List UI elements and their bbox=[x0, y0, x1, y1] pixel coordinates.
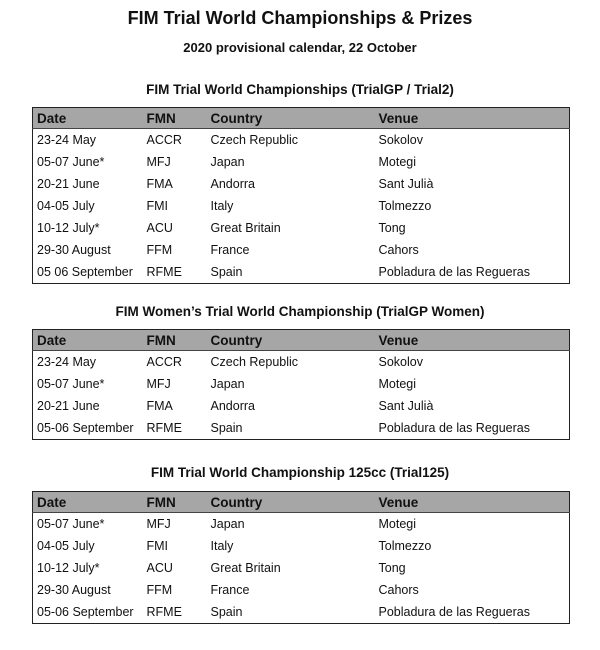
cell-country: Great Britain bbox=[210, 221, 281, 235]
cell-country: Andorra bbox=[210, 177, 255, 191]
cell-country: Japan bbox=[210, 155, 245, 169]
cell-date: 05-06 September bbox=[37, 421, 134, 435]
table-row bbox=[33, 535, 570, 557]
header-venue: Venue bbox=[375, 492, 570, 513]
cell-country: Italy bbox=[210, 539, 234, 553]
cell-venue: Sant Julià bbox=[378, 399, 434, 413]
cell-date: 04-05 July bbox=[37, 539, 95, 553]
cell-fmn: ACCR bbox=[146, 355, 182, 369]
cell-venue: Pobladura de las Regueras bbox=[378, 265, 530, 279]
cell-fmn: MFJ bbox=[146, 517, 171, 531]
table-row bbox=[33, 129, 570, 152]
cell-date: 29-30 August bbox=[37, 243, 111, 257]
table-row bbox=[33, 417, 570, 440]
header-date: Date bbox=[33, 330, 143, 351]
cell-date: 05-07 June* bbox=[37, 155, 105, 169]
section-heading-trialgp: FIM Trial World Championships (TrialGP / Trial2) bbox=[146, 82, 454, 97]
calendar-table-trialgp-women bbox=[32, 329, 570, 440]
calendar-table-trialgp bbox=[32, 107, 570, 284]
header-date: Date bbox=[33, 492, 143, 513]
cell-venue: Tong bbox=[378, 561, 406, 575]
table-row bbox=[33, 513, 570, 536]
table-row bbox=[33, 239, 570, 261]
cell-date: 20-21 June bbox=[37, 399, 100, 413]
table-row bbox=[33, 173, 570, 195]
table-header-row bbox=[33, 492, 570, 513]
table-header-row bbox=[33, 330, 570, 351]
cell-fmn: FFM bbox=[146, 243, 173, 257]
cell-date: 05 06 September bbox=[37, 265, 133, 279]
cell-venue: Cahors bbox=[378, 583, 419, 597]
cell-country: Czech Republic bbox=[210, 355, 299, 369]
cell-venue: Motegi bbox=[378, 155, 417, 169]
cell-fmn: FMI bbox=[146, 539, 169, 553]
cell-fmn: MFJ bbox=[146, 155, 171, 169]
cell-venue: Pobladura de las Regueras bbox=[378, 421, 530, 435]
calendar-table-trial125 bbox=[32, 491, 570, 624]
header-fmn: FMN bbox=[143, 330, 207, 351]
table-row bbox=[33, 195, 570, 217]
cell-country: Japan bbox=[210, 517, 245, 531]
cell-country: Czech Republic bbox=[210, 133, 299, 147]
cell-country: Andorra bbox=[210, 399, 255, 413]
cell-venue: Pobladura de las Regueras bbox=[378, 605, 530, 619]
cell-country: Great Britain bbox=[210, 561, 281, 575]
cell-venue: Tolmezzo bbox=[378, 539, 432, 553]
cell-fmn: FFM bbox=[146, 583, 173, 597]
cell-fmn: FMA bbox=[146, 399, 173, 413]
table-row bbox=[33, 601, 570, 624]
cell-country: France bbox=[210, 243, 250, 257]
cell-date: 23-24 May bbox=[37, 355, 97, 369]
header-fmn: FMN bbox=[143, 108, 207, 129]
header-country: Country bbox=[207, 492, 375, 513]
table-row bbox=[33, 557, 570, 579]
cell-fmn: RFME bbox=[146, 265, 182, 279]
cell-venue: Motegi bbox=[378, 517, 417, 531]
header-venue: Venue bbox=[375, 330, 570, 351]
cell-fmn: FMA bbox=[146, 177, 173, 191]
cell-date: 10-12 July* bbox=[37, 561, 100, 575]
header-country: Country bbox=[207, 330, 375, 351]
cell-venue: Sokolov bbox=[378, 133, 423, 147]
cell-date: 20-21 June bbox=[37, 177, 100, 191]
section-heading-trialgp-women: FIM Women’s Trial World Championship (TrialGP Women) bbox=[115, 304, 485, 319]
header-venue: Venue bbox=[375, 108, 570, 129]
cell-venue: Motegi bbox=[378, 377, 417, 391]
table-row bbox=[33, 373, 570, 395]
cell-date: 10-12 July* bbox=[37, 221, 100, 235]
cell-fmn: RFME bbox=[146, 421, 182, 435]
page-title: FIM Trial World Championships & Prizes bbox=[127, 8, 473, 28]
table-row bbox=[33, 261, 570, 284]
cell-date: 04-05 July bbox=[37, 199, 95, 213]
cell-date: 23-24 May bbox=[37, 133, 97, 147]
cell-country: Spain bbox=[210, 421, 243, 435]
cell-venue: Sant Julià bbox=[378, 177, 434, 191]
cell-date: 29-30 August bbox=[37, 583, 111, 597]
cell-venue: Cahors bbox=[378, 243, 419, 257]
cell-fmn: ACU bbox=[146, 221, 173, 235]
cell-date: 05-07 June* bbox=[37, 517, 105, 531]
cell-date: 05-07 June* bbox=[37, 377, 105, 391]
cell-fmn: ACU bbox=[146, 561, 173, 575]
header-fmn: FMN bbox=[143, 492, 207, 513]
section-heading-trial125: FIM Trial World Championship 125cc (Trial125) bbox=[150, 465, 450, 480]
cell-country: France bbox=[210, 583, 250, 597]
cell-fmn: MFJ bbox=[146, 377, 171, 391]
table-row bbox=[33, 351, 570, 374]
cell-date: 05-06 September bbox=[37, 605, 134, 619]
cell-fmn: ACCR bbox=[146, 133, 182, 147]
page-subtitle: 2020 provisional calendar, 22 October bbox=[183, 40, 417, 55]
cell-country: Italy bbox=[210, 199, 234, 213]
table-row bbox=[33, 217, 570, 239]
table-row bbox=[33, 151, 570, 173]
cell-country: Spain bbox=[210, 605, 243, 619]
cell-fmn: FMI bbox=[146, 199, 169, 213]
header-date: Date bbox=[33, 108, 143, 129]
cell-fmn: RFME bbox=[146, 605, 182, 619]
cell-venue: Tong bbox=[378, 221, 406, 235]
cell-venue: Sokolov bbox=[378, 355, 423, 369]
cell-country: Spain bbox=[210, 265, 243, 279]
header-country: Country bbox=[207, 108, 375, 129]
table-header-row bbox=[33, 108, 570, 129]
cell-country: Japan bbox=[210, 377, 245, 391]
table-row bbox=[33, 395, 570, 417]
table-row bbox=[33, 579, 570, 601]
cell-venue: Tolmezzo bbox=[378, 199, 432, 213]
